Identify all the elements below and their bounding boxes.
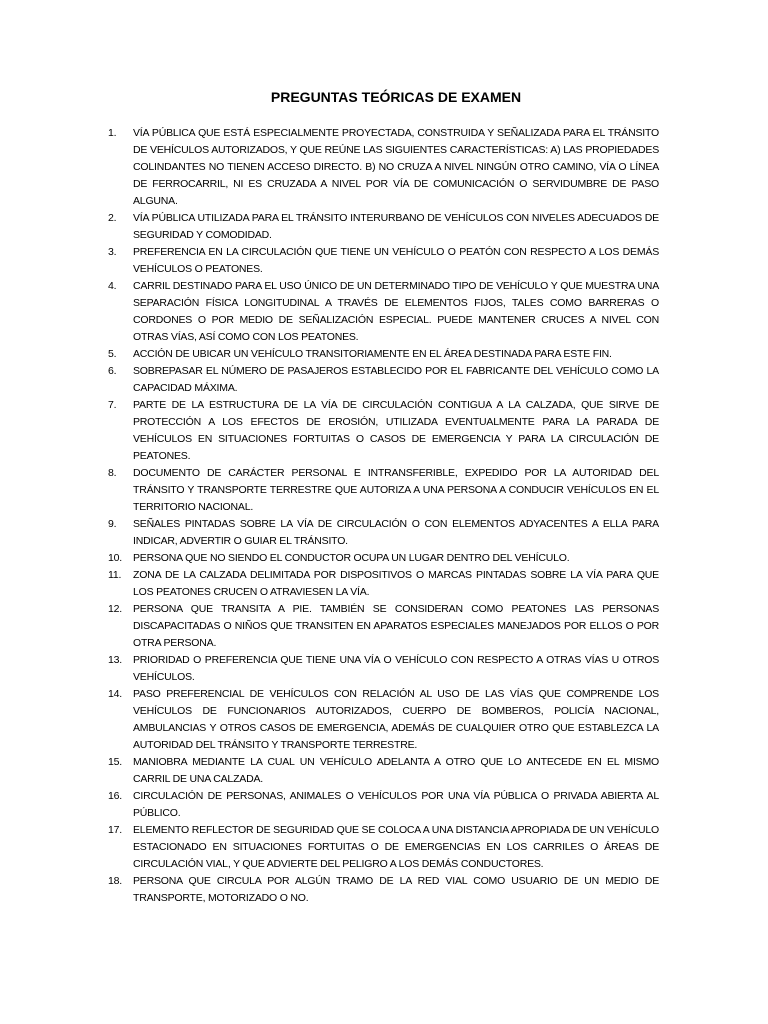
- item-text: DOCUMENTO DE CARÁCTER PERSONAL E INTRANSFERIBLE, EXPEDIDO POR LA AUTORIDAD DEL TRÁNSITO Y TRANSPORTE TERRESTRE QUE AUTORIZA A UNA PERSONA A CONDUCIR VEHÍCULOS EN EL TERRITORIO NACIONAL.: [133, 467, 659, 513]
- item-text: ACCIÓN DE UBICAR UN VEHÍCULO TRANSITORIAMENTE EN EL ÁREA DESTINADA PARA ESTE FIN.: [133, 348, 612, 360]
- item-text: PERSONA QUE CIRCULA POR ALGÚN TRAMO DE LA RED VIAL COMO USUARIO DE UN MEDIO DE TRANSPORTE, MOTORIZADO O NO.: [133, 875, 659, 904]
- item-number: 1.: [108, 127, 117, 139]
- item-number: 18.: [108, 875, 122, 887]
- item-number: 11.: [108, 569, 122, 581]
- list-item: [108, 601, 659, 652]
- item-number: 6.: [108, 365, 117, 377]
- item-text: PRIORIDAD O PREFERENCIA QUE TIENE UNA VÍA O VEHÍCULO CON RESPECTO A OTRAS VÍAS U OTROS VEHÍCULOS.: [133, 654, 659, 683]
- item-text: SOBREPASAR EL NÚMERO DE PASAJEROS ESTABLECIDO POR EL FABRICANTE DEL VEHÍCULO COMO LA CAPACIDAD MÁXIMA.: [133, 365, 659, 394]
- question-list: [108, 125, 659, 907]
- item-text: PARTE DE LA ESTRUCTURA DE LA VÍA DE CIRCULACIÓN CONTIGUA A LA CALZADA, QUE SIRVE DE PROTECCIÓN A LOS EFECTOS DE EROSIÓN, UTILIZADA EVENTUALMENTE PARA LA PARADA DE VEHÍCULOS EN SITUACIONES FORTUITAS O CASOS DE EMERGENCIA Y PARA LA CIRCULACIÓN DE PEATONES.: [133, 399, 659, 462]
- list-item: [108, 754, 659, 788]
- list-item: [108, 567, 659, 601]
- page-title: PREGUNTAS TEÓRICAS DE EXAMEN: [270, 89, 522, 105]
- list-item: [108, 210, 659, 244]
- item-text: CARRIL DESTINADO PARA EL USO ÚNICO DE UN DETERMINADO TIPO DE VEHÍCULO Y QUE MUESTRA UNA SEPARACIÓN FÍSICA LONGITUDINAL A TRAVÉS DE ELEMENTOS FIJOS, TALES COMO BARRERAS O CORDONES O POR MEDIO DE SEÑALIZACIÓN ESPECIAL. PUEDE MANTENER CRUCES A NIVEL CON OTRAS VÍAS, ASÍ COMO CON LOS PEATONES.: [133, 280, 659, 343]
- list-item: [108, 550, 659, 567]
- list-item: [108, 788, 659, 822]
- list-item: [108, 652, 659, 686]
- item-number: 17.: [108, 824, 122, 836]
- list-item: [108, 346, 659, 363]
- item-number: 15.: [108, 756, 122, 768]
- item-number: 8.: [108, 467, 117, 479]
- item-number: 12.: [108, 603, 122, 615]
- item-number: 14.: [108, 688, 122, 700]
- list-item: [108, 397, 659, 465]
- item-text: VÍA PÚBLICA QUE ESTÁ ESPECIALMENTE PROYECTADA, CONSTRUIDA Y SEÑALIZADA PARA EL TRÁNSITO DE VEHÍCULOS AUTORIZADOS, Y QUE REÚNE LAS SIGUIENTES CARACTERÍSTICAS: A) LAS PROPIEDADES COLINDANTES NO TIENEN ACCESO DIRECTO. B) NO CRUZA A NIVEL NINGÚN OTRO CAMINO, VÍA O LÍNEA DE FERROCARRIL, NI ES CRUZADA A NIVEL POR VÍA DE COMUNICACIÓN O SERVIDUMBRE DE PASO ALGUNA.: [133, 127, 659, 207]
- item-number: 10.: [108, 552, 122, 564]
- item-number: 3.: [108, 246, 117, 258]
- item-number: 4.: [108, 280, 117, 292]
- item-text: PERSONA QUE TRANSITA A PIE. TAMBIÉN SE CONSIDERAN COMO PEATONES LAS PERSONAS DISCAPACITADAS O NIÑOS QUE TRANSITEN EN APARATOS ESPECIALES MANEJADOS POR ELLOS O POR OTRA PERSONA.: [133, 603, 659, 649]
- list-item: [108, 873, 659, 907]
- item-text: PERSONA QUE NO SIENDO EL CONDUCTOR OCUPA UN LUGAR DENTRO DEL VEHÍCULO.: [133, 552, 570, 564]
- item-number: 16.: [108, 790, 122, 802]
- list-item: [108, 278, 659, 346]
- list-item: [108, 686, 659, 754]
- item-number: 9.: [108, 518, 117, 530]
- item-number: 13.: [108, 654, 122, 666]
- item-text: ELEMENTO REFLECTOR DE SEGURIDAD QUE SE COLOCA A UNA DISTANCIA APROPIADA DE UN VEHÍCULO ESTACIONADO EN SITUACIONES FORTUITAS O DE EMERGENCIAS EN LOS CARRILES O ÁREAS DE CIRCULACIÓN VIAL, Y QUE ADVIERTE DEL PELIGRO A LOS DEMÁS CONDUCTORES.: [133, 824, 659, 870]
- list-item: [108, 516, 659, 550]
- item-text: SEÑALES PINTADAS SOBRE LA VÍA DE CIRCULACIÓN O CON ELEMENTOS ADYACENTES A ELLA PARA INDICAR, ADVERTIR O GUIAR EL TRÁNSITO.: [133, 518, 659, 547]
- item-number: 7.: [108, 399, 117, 411]
- item-number: 5.: [108, 348, 117, 360]
- list-item: [108, 822, 659, 873]
- item-text: PASO PREFERENCIAL DE VEHÍCULOS CON RELACIÓN AL USO DE LAS VÍAS QUE COMPRENDE LOS VEHÍCULOS DE FUNCIONARIOS AUTORIZADOS, CUERPO DE BOMBEROS, POLICÍA NACIONAL, AMBULANCIAS Y OTROS CASOS DE EMERGENCIA, ADEMÁS DE CUALQUIER OTRO QUE ESTABLEZCA LA AUTORIDAD DEL TRÁNSITO Y TRANSPORTE TERRESTRE.: [133, 688, 659, 751]
- item-text: VÍA PÚBLICA UTILIZADA PARA EL TRÁNSITO INTERURBANO DE VEHÍCULOS CON NIVELES ADECUADOS DE SEGURIDAD Y COMODIDAD.: [133, 212, 659, 241]
- list-item: [108, 363, 659, 397]
- list-item: [108, 244, 659, 278]
- item-text: MANIOBRA MEDIANTE LA CUAL UN VEHÍCULO ADELANTA A OTRO QUE LO ANTECEDE EN EL MISMO CARRIL DE UNA CALZADA.: [133, 756, 659, 785]
- item-number: 2.: [108, 212, 117, 224]
- item-text: ZONA DE LA CALZADA DELIMITADA POR DISPOSITIVOS O MARCAS PINTADAS SOBRE LA VÍA PARA QUE LOS PEATONES CRUCEN O ATRAVIESEN LA VÍA.: [133, 569, 659, 598]
- list-item: [108, 465, 659, 516]
- item-text: CIRCULACIÓN DE PERSONAS, ANIMALES O VEHÍCULOS POR UNA VÍA PÚBLICA O PRIVADA ABIERTA AL PÚBLICO.: [133, 790, 659, 819]
- list-item: [108, 125, 659, 210]
- item-text: PREFERENCIA EN LA CIRCULACIÓN QUE TIENE UN VEHÍCULO O PEATÓN CON RESPECTO A LOS DEMÁS VEHÍCULOS O PEATONES.: [133, 246, 659, 275]
